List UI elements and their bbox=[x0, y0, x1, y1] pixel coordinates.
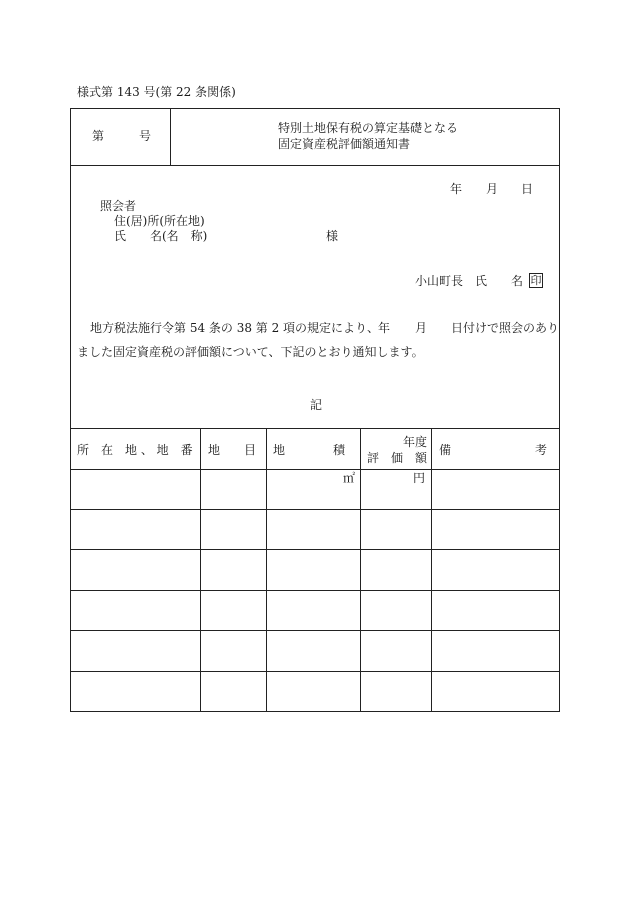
col-line-3 bbox=[360, 428, 361, 712]
header-divider bbox=[70, 165, 560, 166]
row-line-2 bbox=[70, 549, 560, 550]
header-number-divider bbox=[170, 108, 171, 165]
header-location: 所 在 地 、 地 番 bbox=[77, 443, 193, 457]
col-line-4 bbox=[431, 428, 432, 712]
form-number-label: 様式第 143 号(第 22 条関係) bbox=[77, 85, 236, 99]
date-year: 年 bbox=[450, 182, 463, 196]
seal-mark: 印 bbox=[530, 274, 542, 287]
body-line1-year: 年 bbox=[378, 321, 391, 335]
number-suffix: 号 bbox=[139, 129, 152, 143]
body-line1-b: 日付けで照会のあり bbox=[451, 321, 560, 335]
issuer-title: 小山町長 bbox=[415, 274, 464, 288]
document-title-line1: 特別土地保有税の算定基礎となる bbox=[278, 121, 459, 135]
inquirer-honorific: 様 bbox=[326, 229, 339, 243]
header-area: 地 積 bbox=[273, 443, 346, 457]
value-unit: 円 bbox=[413, 471, 426, 485]
row-line-4 bbox=[70, 630, 560, 631]
inquirer-label: 照会者 bbox=[100, 199, 137, 213]
document-title-line2: 固定資産税評価額通知書 bbox=[278, 137, 411, 151]
col-line-2 bbox=[266, 428, 267, 712]
issuer-name-label: 氏 名 bbox=[475, 274, 524, 288]
date-day: 日 bbox=[521, 182, 534, 196]
area-unit: ㎡ bbox=[343, 471, 356, 485]
header-remarks: 備 考 bbox=[439, 443, 548, 457]
body-line1-month: 月 bbox=[415, 321, 428, 335]
inquirer-address-label: 住(居)所(所在地) bbox=[114, 214, 205, 228]
header-value: 評 価 額 bbox=[367, 451, 428, 465]
inquirer-name-label: 氏 名(名 称) bbox=[114, 229, 208, 243]
header-category: 地 目 bbox=[208, 443, 257, 457]
table-header-line bbox=[70, 469, 560, 470]
ki-heading: 記 bbox=[310, 398, 323, 412]
row-line-1 bbox=[70, 509, 560, 510]
body-line2: ました固定資産税の評価額について、下記のとおり通知します。 bbox=[77, 345, 424, 359]
number-label: 第 bbox=[92, 129, 105, 143]
table-top-line bbox=[70, 428, 560, 429]
date-month: 月 bbox=[486, 182, 499, 196]
row-line-3 bbox=[70, 590, 560, 591]
row-line-5 bbox=[70, 671, 560, 672]
col-line-1 bbox=[200, 428, 201, 712]
body-line1-a: 地方税法施行令第 54 条の 38 第 2 項の規定により、 bbox=[90, 321, 380, 335]
header-year: 年度 bbox=[403, 435, 428, 449]
